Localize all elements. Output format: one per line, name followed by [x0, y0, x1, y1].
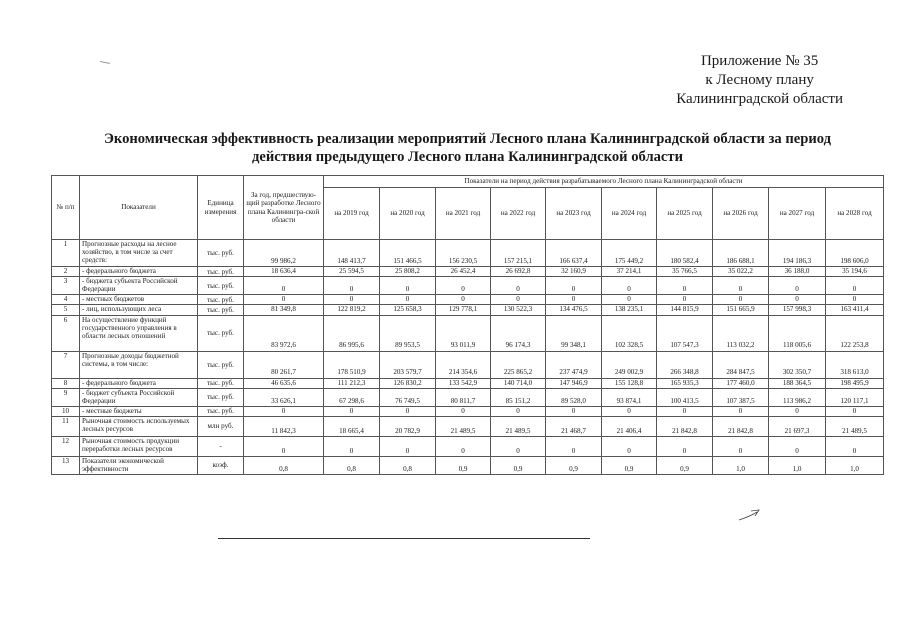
pen-mark-icon	[737, 508, 763, 522]
row-previous-value: 0	[244, 277, 324, 295]
row-indicator: Показатели экономической эффективности	[80, 457, 198, 475]
row-year-value: 133 542,9	[436, 378, 491, 388]
row-year-value: 107 387,5	[713, 388, 769, 406]
table-row	[52, 417, 884, 437]
row-number: 2	[52, 267, 80, 277]
row-year-value: 0,9	[436, 457, 491, 475]
row-year-value: 194 186,3	[769, 240, 826, 267]
table-row	[52, 240, 884, 267]
row-year-value: 178 510,9	[324, 351, 380, 378]
row-year-value: 130 522,3	[491, 305, 546, 315]
row-year-value: 148 413,7	[324, 240, 380, 267]
row-number: 12	[52, 437, 80, 457]
row-year-value: 163 411,4	[826, 305, 884, 315]
row-year-value: 140 714,0	[491, 378, 546, 388]
row-indicator: - местных бюджетов	[80, 295, 198, 305]
row-year-value: 0	[380, 295, 436, 305]
row-year-value: 100 413,5	[657, 388, 713, 406]
row-year-value: 25 594,5	[324, 267, 380, 277]
row-indicator: Рыночная стоимость продукции переработки лесных ресурсов	[80, 437, 198, 457]
row-year-value: 18 665,4	[324, 417, 380, 437]
header-number: № п/п	[52, 176, 80, 240]
row-year-value: 0	[436, 277, 491, 295]
row-unit: тыс. руб.	[198, 295, 244, 305]
header-year: на 2021 год	[436, 188, 491, 240]
row-number: 3	[52, 277, 80, 295]
row-year-value: 76 749,5	[380, 388, 436, 406]
row-year-value: 180 582,4	[657, 240, 713, 267]
row-year-value: 20 782,9	[380, 417, 436, 437]
row-year-value: 0	[826, 406, 884, 416]
row-year-value: 237 474,9	[546, 351, 602, 378]
row-year-value: 37 214,1	[602, 267, 657, 277]
row-unit: -	[198, 437, 244, 457]
row-year-value: 266 348,8	[657, 351, 713, 378]
row-year-value: 0	[380, 437, 436, 457]
row-year-value: 89 528,0	[546, 388, 602, 406]
row-indicator: - федерального бюджета	[80, 267, 198, 277]
title-line-1: Экономическая эффективность реализации мероприятий Лесного плана Калининградской области за период	[103, 131, 832, 147]
row-year-value: 111 212,3	[324, 378, 380, 388]
row-year-value: 93 874,1	[602, 388, 657, 406]
row-year-value: 225 865,2	[491, 351, 546, 378]
header-indicator: Показатели	[80, 176, 198, 240]
row-year-value: 0	[713, 277, 769, 295]
row-year-value: 85 151,2	[491, 388, 546, 406]
row-year-value: 0	[602, 277, 657, 295]
row-year-value: 99 348,1	[546, 315, 602, 351]
scan-mark	[100, 61, 110, 64]
row-year-value: 0	[826, 277, 884, 295]
row-year-value: 157 998,3	[769, 305, 826, 315]
row-year-value: 107 547,3	[657, 315, 713, 351]
row-previous-value: 0,8	[244, 457, 324, 475]
table-row	[52, 388, 884, 406]
row-year-value: 0	[324, 437, 380, 457]
row-year-value: 35 766,5	[657, 267, 713, 277]
row-year-value: 89 953,5	[380, 315, 436, 351]
row-year-value: 113 032,2	[713, 315, 769, 351]
row-previous-value: 0	[244, 406, 324, 416]
header-year: на 2020 год	[380, 188, 436, 240]
table-row	[52, 437, 884, 457]
row-year-value: 26 692,8	[491, 267, 546, 277]
row-number: 13	[52, 457, 80, 475]
row-year-value: 166 637,4	[546, 240, 602, 267]
header-previous-year: За год, предшествую-щий разработке Лесного плана Калинингра-ской области	[244, 176, 324, 240]
row-year-value: 134 476,5	[546, 305, 602, 315]
table-row	[52, 277, 884, 295]
row-year-value: 102 328,5	[602, 315, 657, 351]
row-year-value: 21 842,8	[713, 417, 769, 437]
header-period-group: Показатели на период действия разрабатываемого Лесного плана Калининградской области	[324, 176, 884, 188]
row-year-value: 0	[657, 277, 713, 295]
row-previous-value: 80 261,7	[244, 351, 324, 378]
table-row	[52, 378, 884, 388]
row-year-value: 144 815,9	[657, 305, 713, 315]
row-year-value: 0	[713, 295, 769, 305]
row-year-value: 0	[602, 295, 657, 305]
row-unit: тыс. руб.	[198, 267, 244, 277]
row-unit: тыс. руб.	[198, 406, 244, 416]
table-row	[52, 305, 884, 315]
row-year-value: 151 665,9	[713, 305, 769, 315]
row-year-value: 0	[436, 437, 491, 457]
row-year-value: 118 005,6	[769, 315, 826, 351]
table-header	[52, 176, 884, 240]
row-unit: тыс. руб.	[198, 315, 244, 351]
row-number: 1	[52, 240, 80, 267]
row-year-value: 0	[324, 406, 380, 416]
table-body	[52, 240, 884, 475]
row-number: 11	[52, 417, 80, 437]
row-year-value: 0,9	[602, 457, 657, 475]
row-year-value: 25 808,2	[380, 267, 436, 277]
row-unit: тыс. руб.	[198, 388, 244, 406]
row-year-value: 113 986,2	[769, 388, 826, 406]
row-year-value: 0	[826, 295, 884, 305]
row-indicator: - бюджет субъекта Российской Федерации	[80, 388, 198, 406]
appendix-line-2: к Лесному плану	[705, 72, 814, 88]
document-title	[40, 130, 895, 166]
row-year-value: 1,0	[826, 457, 884, 475]
row-year-value: 175 449,2	[602, 240, 657, 267]
row-number: 8	[52, 378, 80, 388]
table-row	[52, 315, 884, 351]
row-year-value: 1,0	[769, 457, 826, 475]
row-year-value: 21 489,5	[491, 417, 546, 437]
row-year-value: 0	[769, 295, 826, 305]
row-year-value: 157 215,1	[491, 240, 546, 267]
row-year-value: 96 174,3	[491, 315, 546, 351]
row-year-value: 318 613,0	[826, 351, 884, 378]
row-number: 5	[52, 305, 80, 315]
row-year-value: 122 253,8	[826, 315, 884, 351]
row-year-value: 198 495,9	[826, 378, 884, 388]
row-indicator: - федерального бюджета	[80, 378, 198, 388]
row-year-value: 125 658,3	[380, 305, 436, 315]
row-year-value: 155 128,8	[602, 378, 657, 388]
row-previous-value: 99 986,2	[244, 240, 324, 267]
row-year-value: 67 298,6	[324, 388, 380, 406]
row-year-value: 0	[546, 295, 602, 305]
row-year-value: 177 460,0	[713, 378, 769, 388]
row-indicator: - бюджета субъекта Российской Федерации	[80, 277, 198, 295]
row-indicator: На осуществление функций государственного управления в области лесных отношений	[80, 315, 198, 351]
appendix-note	[676, 52, 843, 109]
row-unit: коэф.	[198, 457, 244, 475]
row-year-value: 203 579,7	[380, 351, 436, 378]
row-year-value: 0,8	[324, 457, 380, 475]
row-previous-value: 11 842,3	[244, 417, 324, 437]
row-year-value: 0	[546, 406, 602, 416]
row-year-value: 80 811,7	[436, 388, 491, 406]
row-year-value: 0	[436, 406, 491, 416]
table-row	[52, 267, 884, 277]
row-year-value: 36 188,0	[769, 267, 826, 277]
row-year-value: 0	[713, 437, 769, 457]
row-year-value: 0,9	[491, 457, 546, 475]
row-year-value: 21 489,5	[826, 417, 884, 437]
header-year: на 2028 год	[826, 188, 884, 240]
row-indicator: Прогнозные расходы на лесное хозяйство, в том числе за счет средств:	[80, 240, 198, 267]
row-number: 7	[52, 351, 80, 378]
row-year-value: 0	[769, 406, 826, 416]
row-year-value: 188 364,5	[769, 378, 826, 388]
row-year-value: 122 819,2	[324, 305, 380, 315]
table-row	[52, 351, 884, 378]
row-year-value: 0	[324, 277, 380, 295]
row-year-value: 284 847,5	[713, 351, 769, 378]
row-unit: тыс. руб.	[198, 305, 244, 315]
row-indicator: - лиц, использующих леса	[80, 305, 198, 315]
row-year-value: 186 688,1	[713, 240, 769, 267]
row-year-value: 0	[657, 437, 713, 457]
row-year-value: 0	[380, 277, 436, 295]
row-year-value: 0	[491, 437, 546, 457]
header-year: на 2024 год	[602, 188, 657, 240]
row-unit: тыс. руб.	[198, 378, 244, 388]
closing-rule	[218, 538, 590, 539]
header-year: на 2023 год	[546, 188, 602, 240]
row-previous-value: 83 972,6	[244, 315, 324, 351]
row-year-value: 0	[602, 406, 657, 416]
row-year-value: 0	[713, 406, 769, 416]
row-year-value: 147 946,9	[546, 378, 602, 388]
row-year-value: 21 406,4	[602, 417, 657, 437]
row-year-value: 0	[436, 295, 491, 305]
header-unit: Единица измерения	[198, 176, 244, 240]
row-year-value: 0	[769, 437, 826, 457]
row-number: 6	[52, 315, 80, 351]
row-year-value: 151 466,5	[380, 240, 436, 267]
row-unit: тыс. руб.	[198, 240, 244, 267]
header-year: на 2022 год	[491, 188, 546, 240]
row-year-value: 302 350,7	[769, 351, 826, 378]
row-year-value: 21 468,7	[546, 417, 602, 437]
title-line-2: действия предыдущего Лесного плана Калининградской области	[252, 149, 683, 165]
row-year-value: 198 606,0	[826, 240, 884, 267]
row-previous-value: 46 635,6	[244, 378, 324, 388]
table-row	[52, 406, 884, 416]
row-year-value: 165 935,3	[657, 378, 713, 388]
row-year-value: 249 002,9	[602, 351, 657, 378]
row-year-value: 0	[657, 295, 713, 305]
row-year-value: 0	[324, 295, 380, 305]
row-year-value: 21 489,5	[436, 417, 491, 437]
row-year-value: 0,8	[380, 457, 436, 475]
row-year-value: 0	[380, 406, 436, 416]
row-year-value: 21 697,3	[769, 417, 826, 437]
row-year-value: 93 011,9	[436, 315, 491, 351]
row-year-value: 0	[546, 277, 602, 295]
row-year-value: 0	[546, 437, 602, 457]
table-row	[52, 457, 884, 475]
table-row	[52, 295, 884, 305]
row-unit: тыс. руб.	[198, 277, 244, 295]
row-previous-value: 33 626,1	[244, 388, 324, 406]
row-year-value: 0	[491, 277, 546, 295]
row-number: 9	[52, 388, 80, 406]
header-year: на 2025 год	[657, 188, 713, 240]
row-indicator: Прогнозные доходы бюджетной системы, в том числе:	[80, 351, 198, 378]
row-number: 4	[52, 295, 80, 305]
row-year-value: 0	[491, 295, 546, 305]
row-year-value: 0,9	[546, 457, 602, 475]
row-unit: млн руб.	[198, 417, 244, 437]
row-number: 10	[52, 406, 80, 416]
row-previous-value: 0	[244, 295, 324, 305]
row-year-value: 32 160,9	[546, 267, 602, 277]
header-year: на 2019 год	[324, 188, 380, 240]
row-year-value: 0	[657, 406, 713, 416]
row-year-value: 0	[602, 437, 657, 457]
row-year-value: 35 022,2	[713, 267, 769, 277]
row-previous-value: 18 636,4	[244, 267, 324, 277]
row-year-value: 214 354,6	[436, 351, 491, 378]
row-year-value: 120 117,1	[826, 388, 884, 406]
row-year-value: 129 778,1	[436, 305, 491, 315]
appendix-line-3: Калининградской области	[676, 91, 843, 107]
row-year-value: 0	[491, 406, 546, 416]
header-year: на 2027 год	[769, 188, 826, 240]
row-year-value: 0,9	[657, 457, 713, 475]
row-indicator: Рыночная стоимость используемых лесных ресурсов	[80, 417, 198, 437]
row-year-value: 138 235,1	[602, 305, 657, 315]
row-year-value: 0	[769, 277, 826, 295]
row-year-value: 21 842,8	[657, 417, 713, 437]
row-year-value: 1,0	[713, 457, 769, 475]
row-year-value: 0	[826, 437, 884, 457]
row-unit: тыс. руб.	[198, 351, 244, 378]
row-previous-value: 0	[244, 437, 324, 457]
efficiency-table	[51, 175, 884, 475]
row-year-value: 86 995,6	[324, 315, 380, 351]
row-previous-value: 81 349,8	[244, 305, 324, 315]
row-year-value: 126 830,2	[380, 378, 436, 388]
appendix-line-1: Приложение № 35	[700, 53, 819, 69]
row-year-value: 26 452,4	[436, 267, 491, 277]
row-year-value: 35 194,6	[826, 267, 884, 277]
row-indicator: - местные бюджеты	[80, 406, 198, 416]
row-year-value: 156 230,5	[436, 240, 491, 267]
header-year: на 2026 год	[713, 188, 769, 240]
